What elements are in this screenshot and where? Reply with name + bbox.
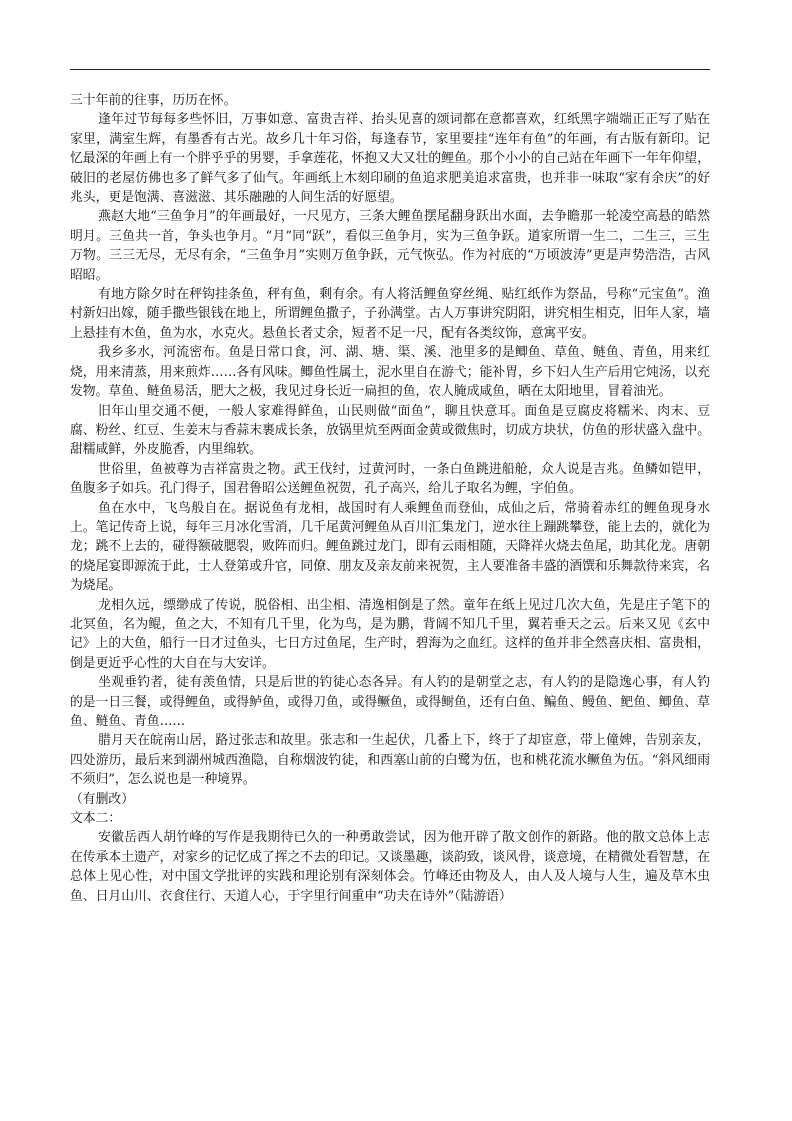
paragraph: 燕赵大地“三鱼争月”的年画最好，一尺见方，三条大鲤鱼摆尾翻身跃出水面，去争瞻那一轮凌空高悬的皓然明月。三鱼共一首，争头也争月。“月”同“跃”，看似三鱼争月，实为三鱼争跃。道家所谓一生二，二生三，三生万物。三三无尽，无尽有余，“三鱼争月”实则万鱼争跃，元气恢弘。作为衬底的“万顷波涛”更是声势浩浩，古风昭昭。 [70,209,710,283]
paragraph: 腊月天在皖南山居，路过张志和故里。张志和一生起伏，几番上下，终于了却宦意，带上僮婢，告别亲友，四处游历，最后来到湖州城西渔隐，自称烟波钓徒，和西塞山前的白鹭为伍，也和桃花流水鳜鱼为伍。“斜风细雨不须归”，怎么说也是一种境界。 [70,733,710,788]
document-body [70,91,710,906]
paragraph: 三十年前的往事，历历在怀。 [70,93,237,108]
paragraph: 鱼在水中，飞鸟般自在。据说鱼有龙相，战国时有人乘鲤鱼而登仙，成仙之后，常骑着赤红的鲤鱼现身水上。笔记传奇上说，每年三月冰化雪消，几千尾黄河鲤鱼从百川汇集龙门，逆水往上蹦跳攀登，能上去的，就化为龙；跳不上去的，碰得额破腮裂，败阵而归。鲤鱼跳过龙门，即有云雨相随，天降祥火烧去鱼尾，助其化龙。唐朝的烧尾宴即源流于此，士人登第或升官，同僚、朋友及亲友前来祝贺，主人要准备丰盛的酒馔和乐舞款待来宾，名为烧尾。 [70,500,710,594]
header-rule [70,69,710,70]
paragraph: 旧年山里交通不便，一般人家难得鲜鱼，山民则做“面鱼”，聊且快意耳。面鱼是豆腐皮将糯米、肉末、豆腐、粉丝、红豆、生姜末与香蒜末裹成长条，放锅里炕至两面金黄或微焦时，切成方块状，仿鱼的形状盛入盘中。甜糯咸鲜，外皮脆香，内里绵软。 [70,403,710,458]
paragraph: 我乡多水，河流密布。鱼是日常口食，河、湖、塘、渠、溪、池里多的是鲫鱼、草鱼、鲢鱼、青鱼，用来红烧，用来清蒸，用来煎炸……各有风味。鲫鱼性属土，泥水里自在游弋；能补胃，乡下妇人生产后用它炖汤，以充发物。草鱼、鲢鱼易活，肥大之极，我见过身长近一扁担的鱼，农人腌成咸鱼，晒在太阳地里，冒着油光。 [70,345,710,400]
paragraph: 世俗里，鱼被尊为吉祥富贵之物。武王伐纣，过黄河时，一条白鱼跳进船舱，众人说是吉兆。鱼鳞如铠甲，鱼腹多子如兵。孔门得子，国君鲁昭公送鲤鱼祝贺，孔子高兴，给儿子取名为鲤，字伯鱼。 [70,461,710,497]
section-heading: 文本二： [70,811,122,827]
paragraph: 坐观垂钓者，徒有羡鱼情，只是后世的钓徒心态各异。有人钓的是朝堂之志，有人钓的是隐逸心事，有人钓的是一日三餐，或得鲤鱼，或得鲈鱼，或得刀鱼，或得鳜鱼，或得鲥鱼，还有白鱼、鳊鱼、鳗鱼、鲃鱼、鲫鱼、草鱼、鲢鱼、青鱼…… [70,675,710,729]
paragraph: 逢年过节每每多些怀旧，万事如意、富贵吉祥、抬头见喜的颂词都在意都喜欢，红纸黑字端端正正写了贴在家里，满室生辉，有墨香有古光。故乡几十年习俗，每逢春节，家里要挂“连年有鱼”的年画，有古版有新印。记忆最深的年画上有一个胖乎乎的男婴，手拿莲花，怀抱又大又壮的鲤鱼。那个小小的自己站在年画下一年年仰望，破旧的老屋仿佛也多了鲜气多了仙气。年画纸上木刻印刷的鱼追求肥美追求富贵，也并非一味取“家有余庆”的好兆头，更是饱满、喜滋滋、其乐融融的人间生活的好愿望。 [70,112,710,206]
source-note: （有删改） [70,791,134,807]
paragraph: 安徽岳西人胡竹峰的写作是我期待已久的一种勇敢尝试，因为他开辟了散文创作的新路。他的散文总体上志在传承本土遗产，对家乡的记忆成了挥之不去的印记。又谈墨趣，谈韵致，谈风骨，谈意境，在精微处看智慧，在总体上见心性，对中国文学批评的实践和理论别有深刻体会。竹峰还由物及人，由人及人境与人生，遍及草木虫鱼、日月山川、衣食住行、天道人心，于字里行间重申“功夫在诗外”（陆游语） [70,830,710,904]
paragraph: 龙相久远，缥缈成了传说，脱俗相、出尘相、清逸相倒是了然。童年在纸上见过几次大鱼，先是庄子笔下的北冥鱼，名为鲲，鱼之大，不知有几千里，化为鸟，是为鹏，背阔不知几千里，翼若垂天之云。后来又见《玄中记》上的大鱼，船行一日才过鱼头，七日方过鱼尾，生产时，碧海为之血红。这样的鱼并非全然喜庆相、富贵相，倒是更近乎心性的大自在与大安详。 [70,597,710,671]
paragraph: 有地方除夕时在秤钩挂条鱼，秤有鱼，剩有余。有人将活鲤鱼穿丝绳、贴红纸作为祭品，号称“元宝鱼”。渔村新妇出嫁，随手撒些银钱在地上，所谓鲤鱼撒子，子孙满堂。古人万事讲究阴阳，讲究相生相克，旧年人家，墙上悬挂有木鱼，鱼为水，水克火。悬鱼长者丈余，短者不足一尺，配有各类纹饰，意寓平安。 [70,287,710,341]
